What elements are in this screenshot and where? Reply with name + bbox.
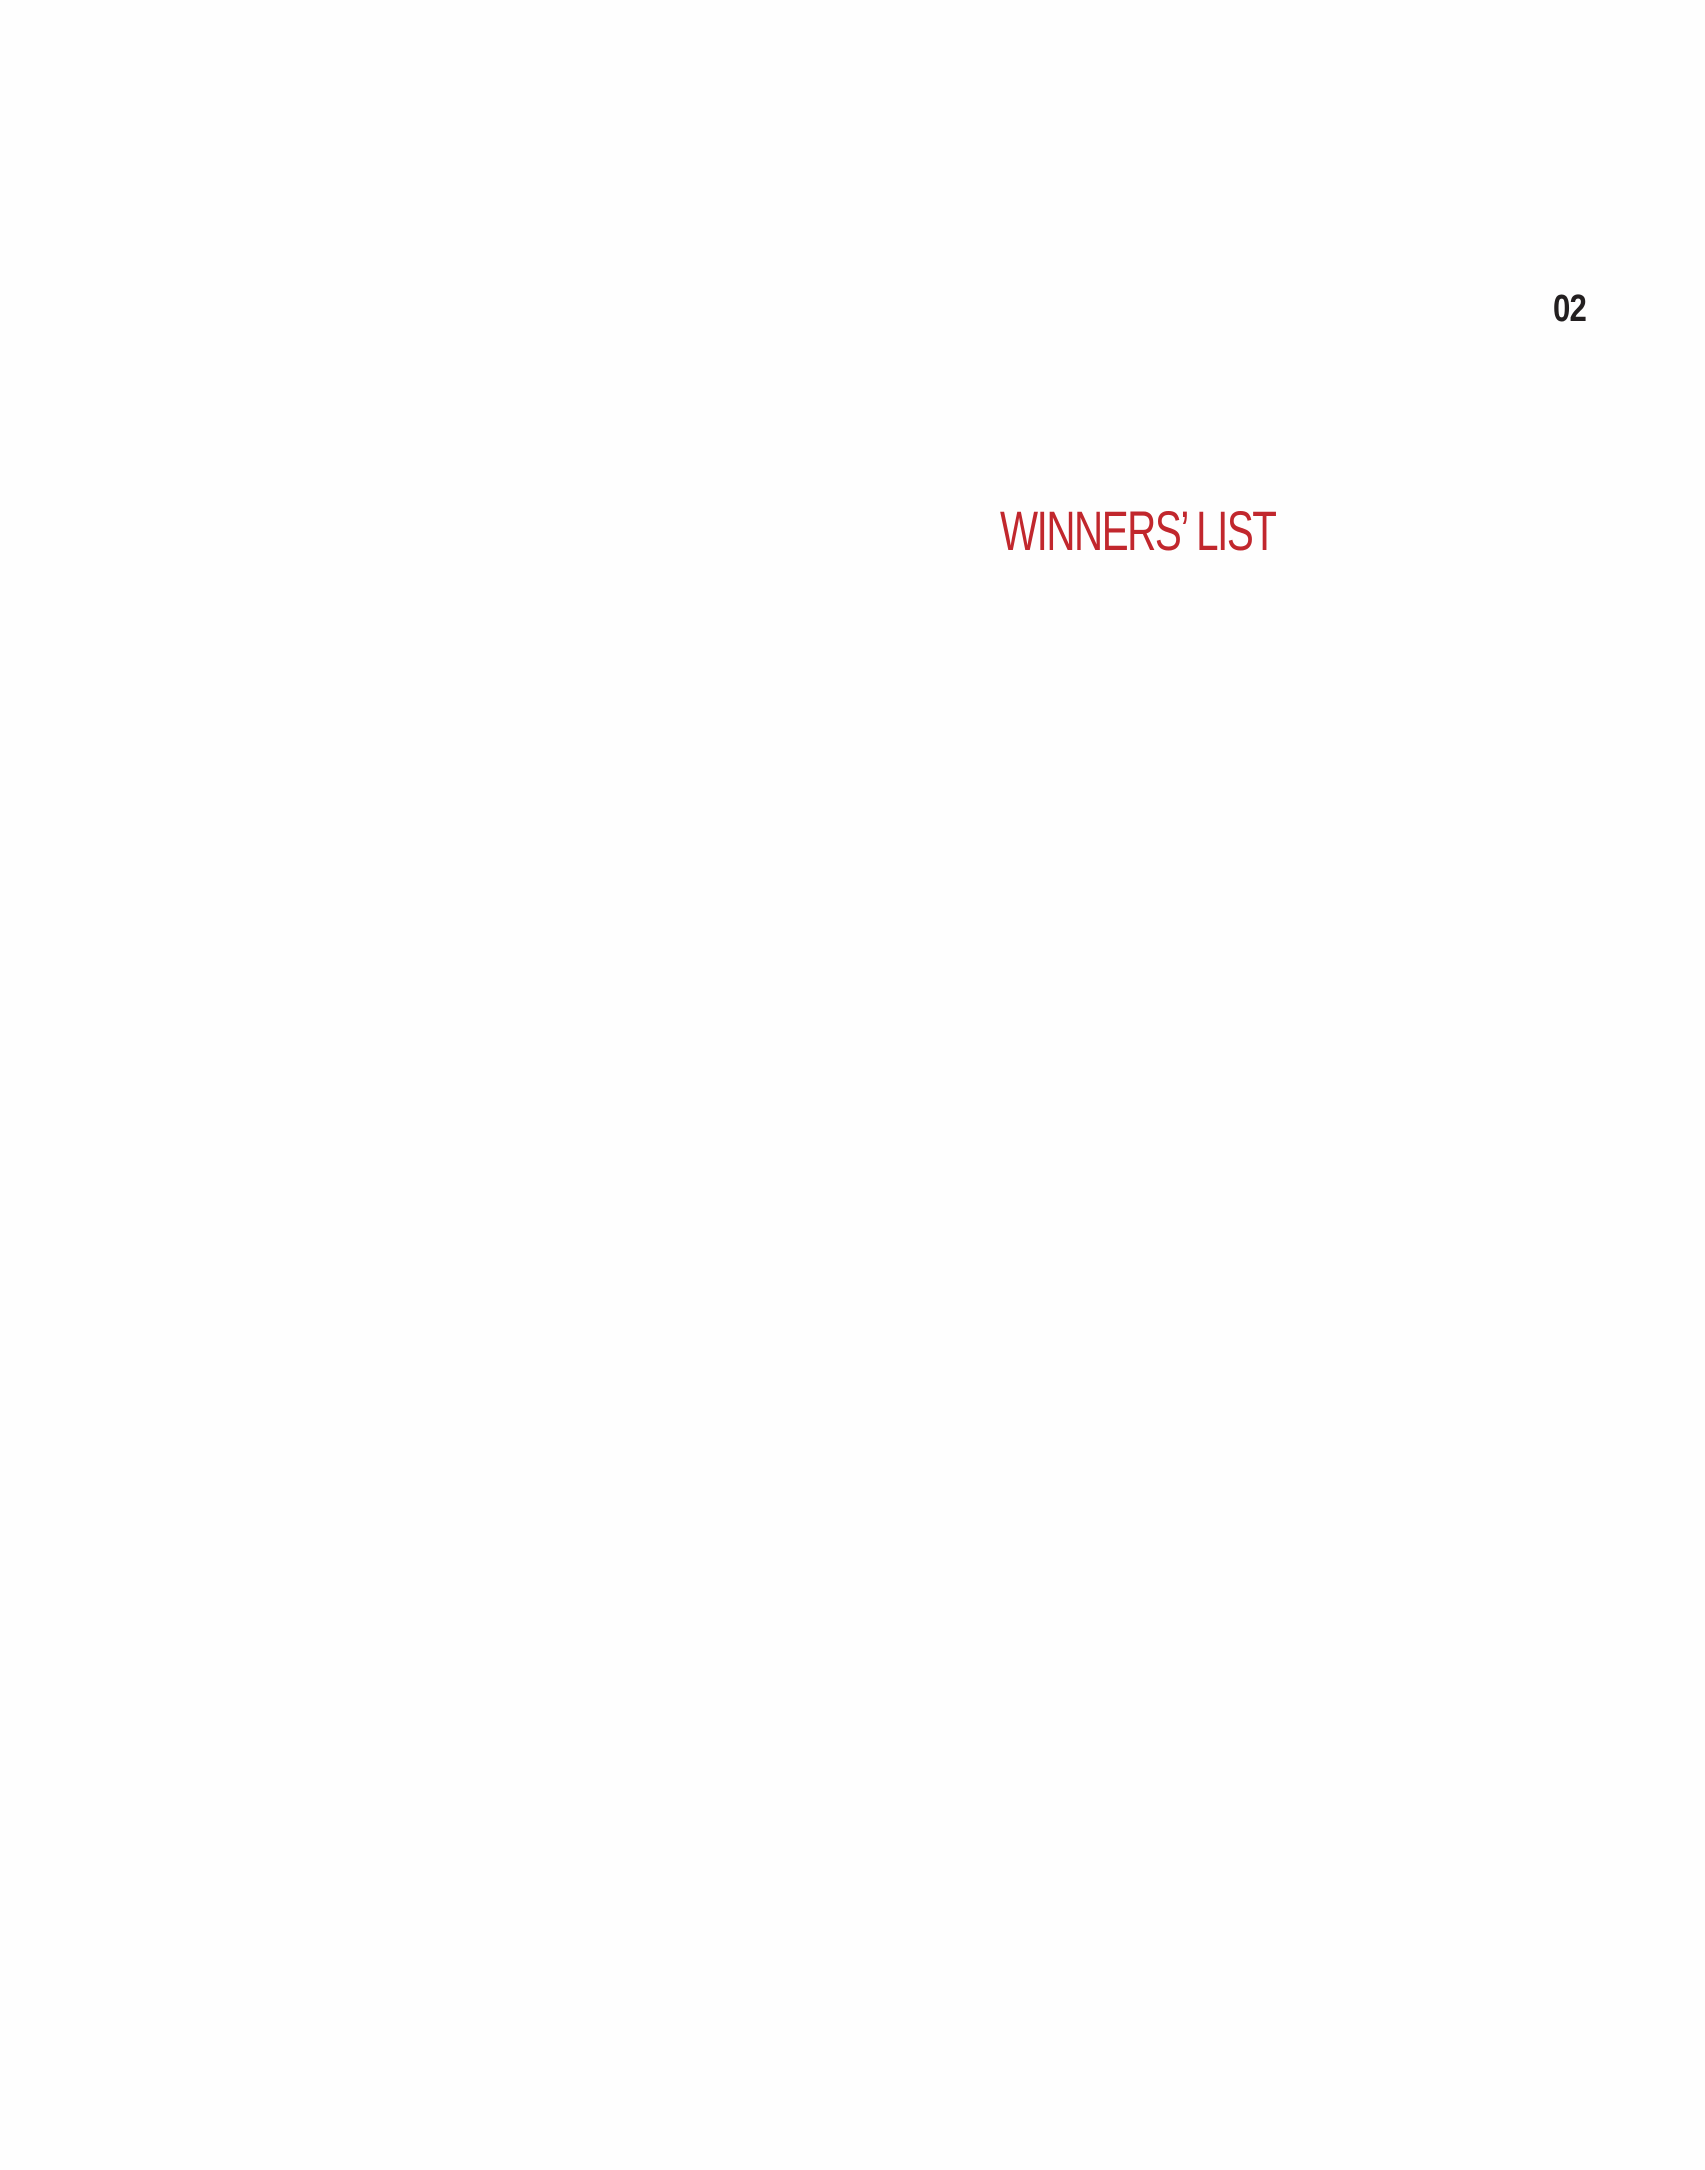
page-number: 02 [1552, 288, 1586, 330]
section-title: WINNERS’ LIST [1000, 499, 1276, 562]
